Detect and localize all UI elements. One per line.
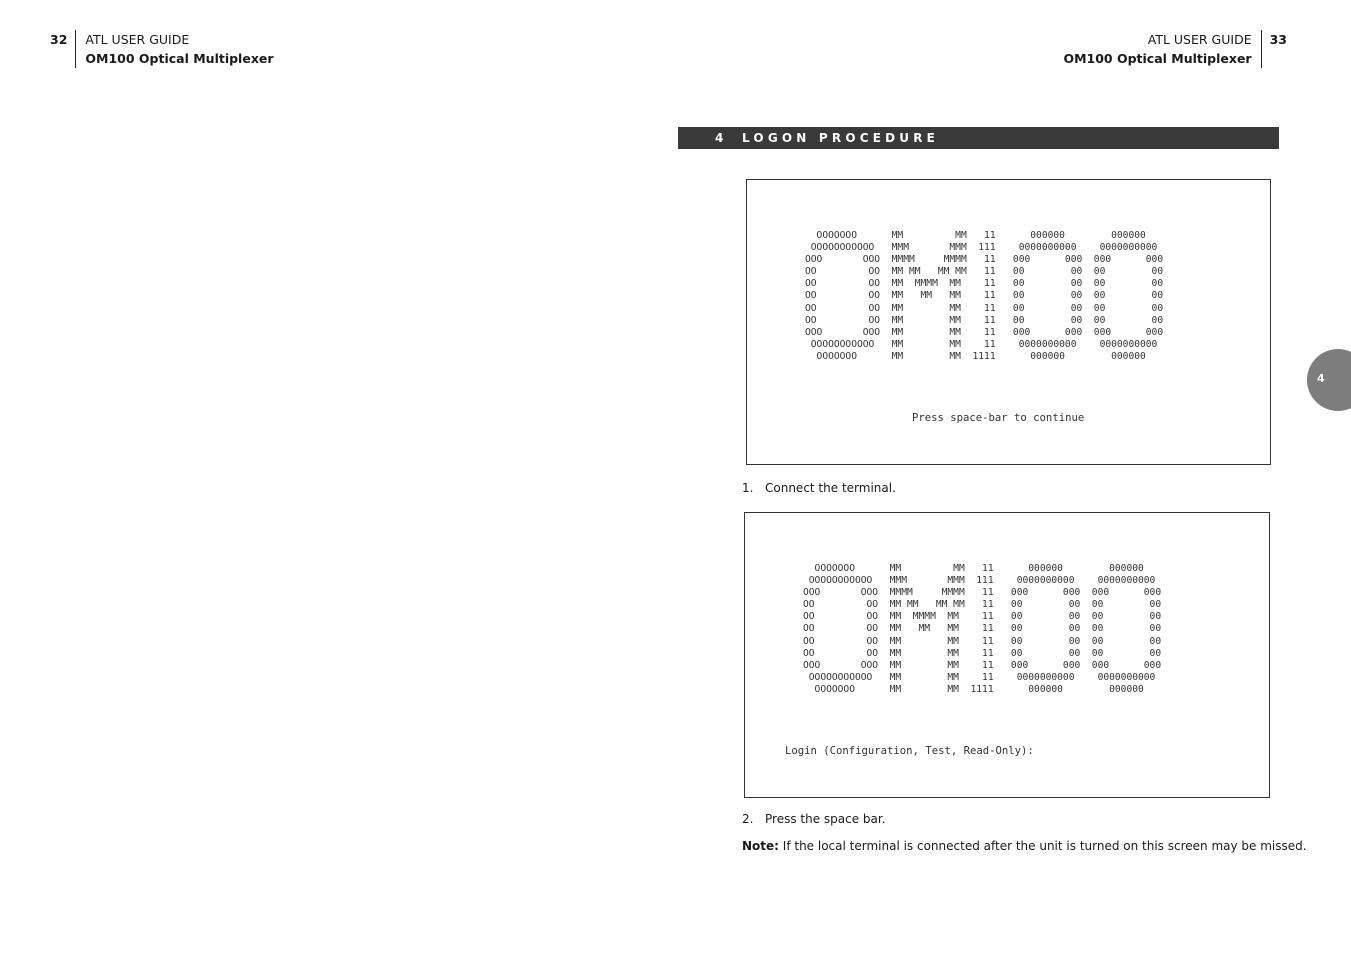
left-guide-title: ATL USER GUIDE: [85, 32, 190, 47]
section-number: 4: [715, 131, 728, 145]
note-label: Note:: [742, 839, 779, 853]
step-1-text: Connect the terminal.: [765, 481, 896, 495]
step-1: [742, 480, 896, 496]
terminal-screen-login: [744, 512, 1270, 798]
section-heading-bar: [678, 127, 1279, 149]
right-product-title: OM100 Optical Multiplexer: [1063, 51, 1252, 66]
ascii-banner: OOOOOOO MM MM 11 000000 000000 OOOOOOOOOOO MMM MMM 111 0000000000 0000000000 OOO OOO MMMM MMMM 11 000 000 000 000 OO OO MM MM MM MM 11 00 00 00 00 OO OO MM MMMM MM 11 00 00 00 00 OO OO MM MM MM 11 00 00 00 00 OO OO MM MM 11 00 00 00 00 OO OO MM MM 11 00 00 00 00 OOO OOO MM MM 11 000 000 000 000 OOOOOOOOOOO MM MM 11 0000000000 0000000000 OOOOOOO MM MM 1111 000000 000000: [805, 230, 1164, 362]
note-text: If the local terminal is connected after the unit is turned on this screen may be missed.: [778, 839, 1307, 853]
continue-prompt: Press space-bar to continue: [912, 412, 1085, 424]
chapter-tab: [1307, 349, 1351, 411]
step-2-number: 2.: [742, 812, 754, 826]
section-title: LOGON PROCEDURE: [742, 131, 940, 145]
left-page-number: 32: [50, 32, 68, 47]
terminal-screen-splash: [746, 179, 1271, 465]
note-paragraph: [742, 838, 1307, 854]
chapter-tab-number: 4: [1317, 372, 1325, 385]
ascii-banner: OOOOOOO MM MM 11 000000 000000 OOOOOOOOOOO MMM MMM 111 0000000000 0000000000 OOO OOO MMMM MMMM 11 000 000 000 000 OO OO MM MM MM MM 11 00 00 00 00 OO OO MM MMMM MM 11 00 00 00 00 OO OO MM MM MM 11 00 00 00 00 OO OO MM MM 11 00 00 00 00 OO OO MM MM 11 00 00 00 00 OOO OOO MM MM 11 000 000 000 000 OOOOOOOOOOO MM MM 11 0000000000 0000000000 OOOOOOO MM MM 1111 000000 000000: [803, 563, 1162, 695]
login-prompt: Login (Configuration, Test, Read-Only):: [785, 745, 1034, 757]
step-1-number: 1.: [742, 481, 754, 495]
step-2: [742, 811, 886, 827]
left-page-header: [50, 30, 274, 68]
step-2-text: Press the space bar.: [765, 812, 886, 826]
right-guide-title: ATL USER GUIDE: [1147, 32, 1252, 47]
right-page-number: 33: [1269, 32, 1287, 47]
left-product-title: OM100 Optical Multiplexer: [85, 51, 274, 66]
right-page-header: [1063, 30, 1287, 68]
